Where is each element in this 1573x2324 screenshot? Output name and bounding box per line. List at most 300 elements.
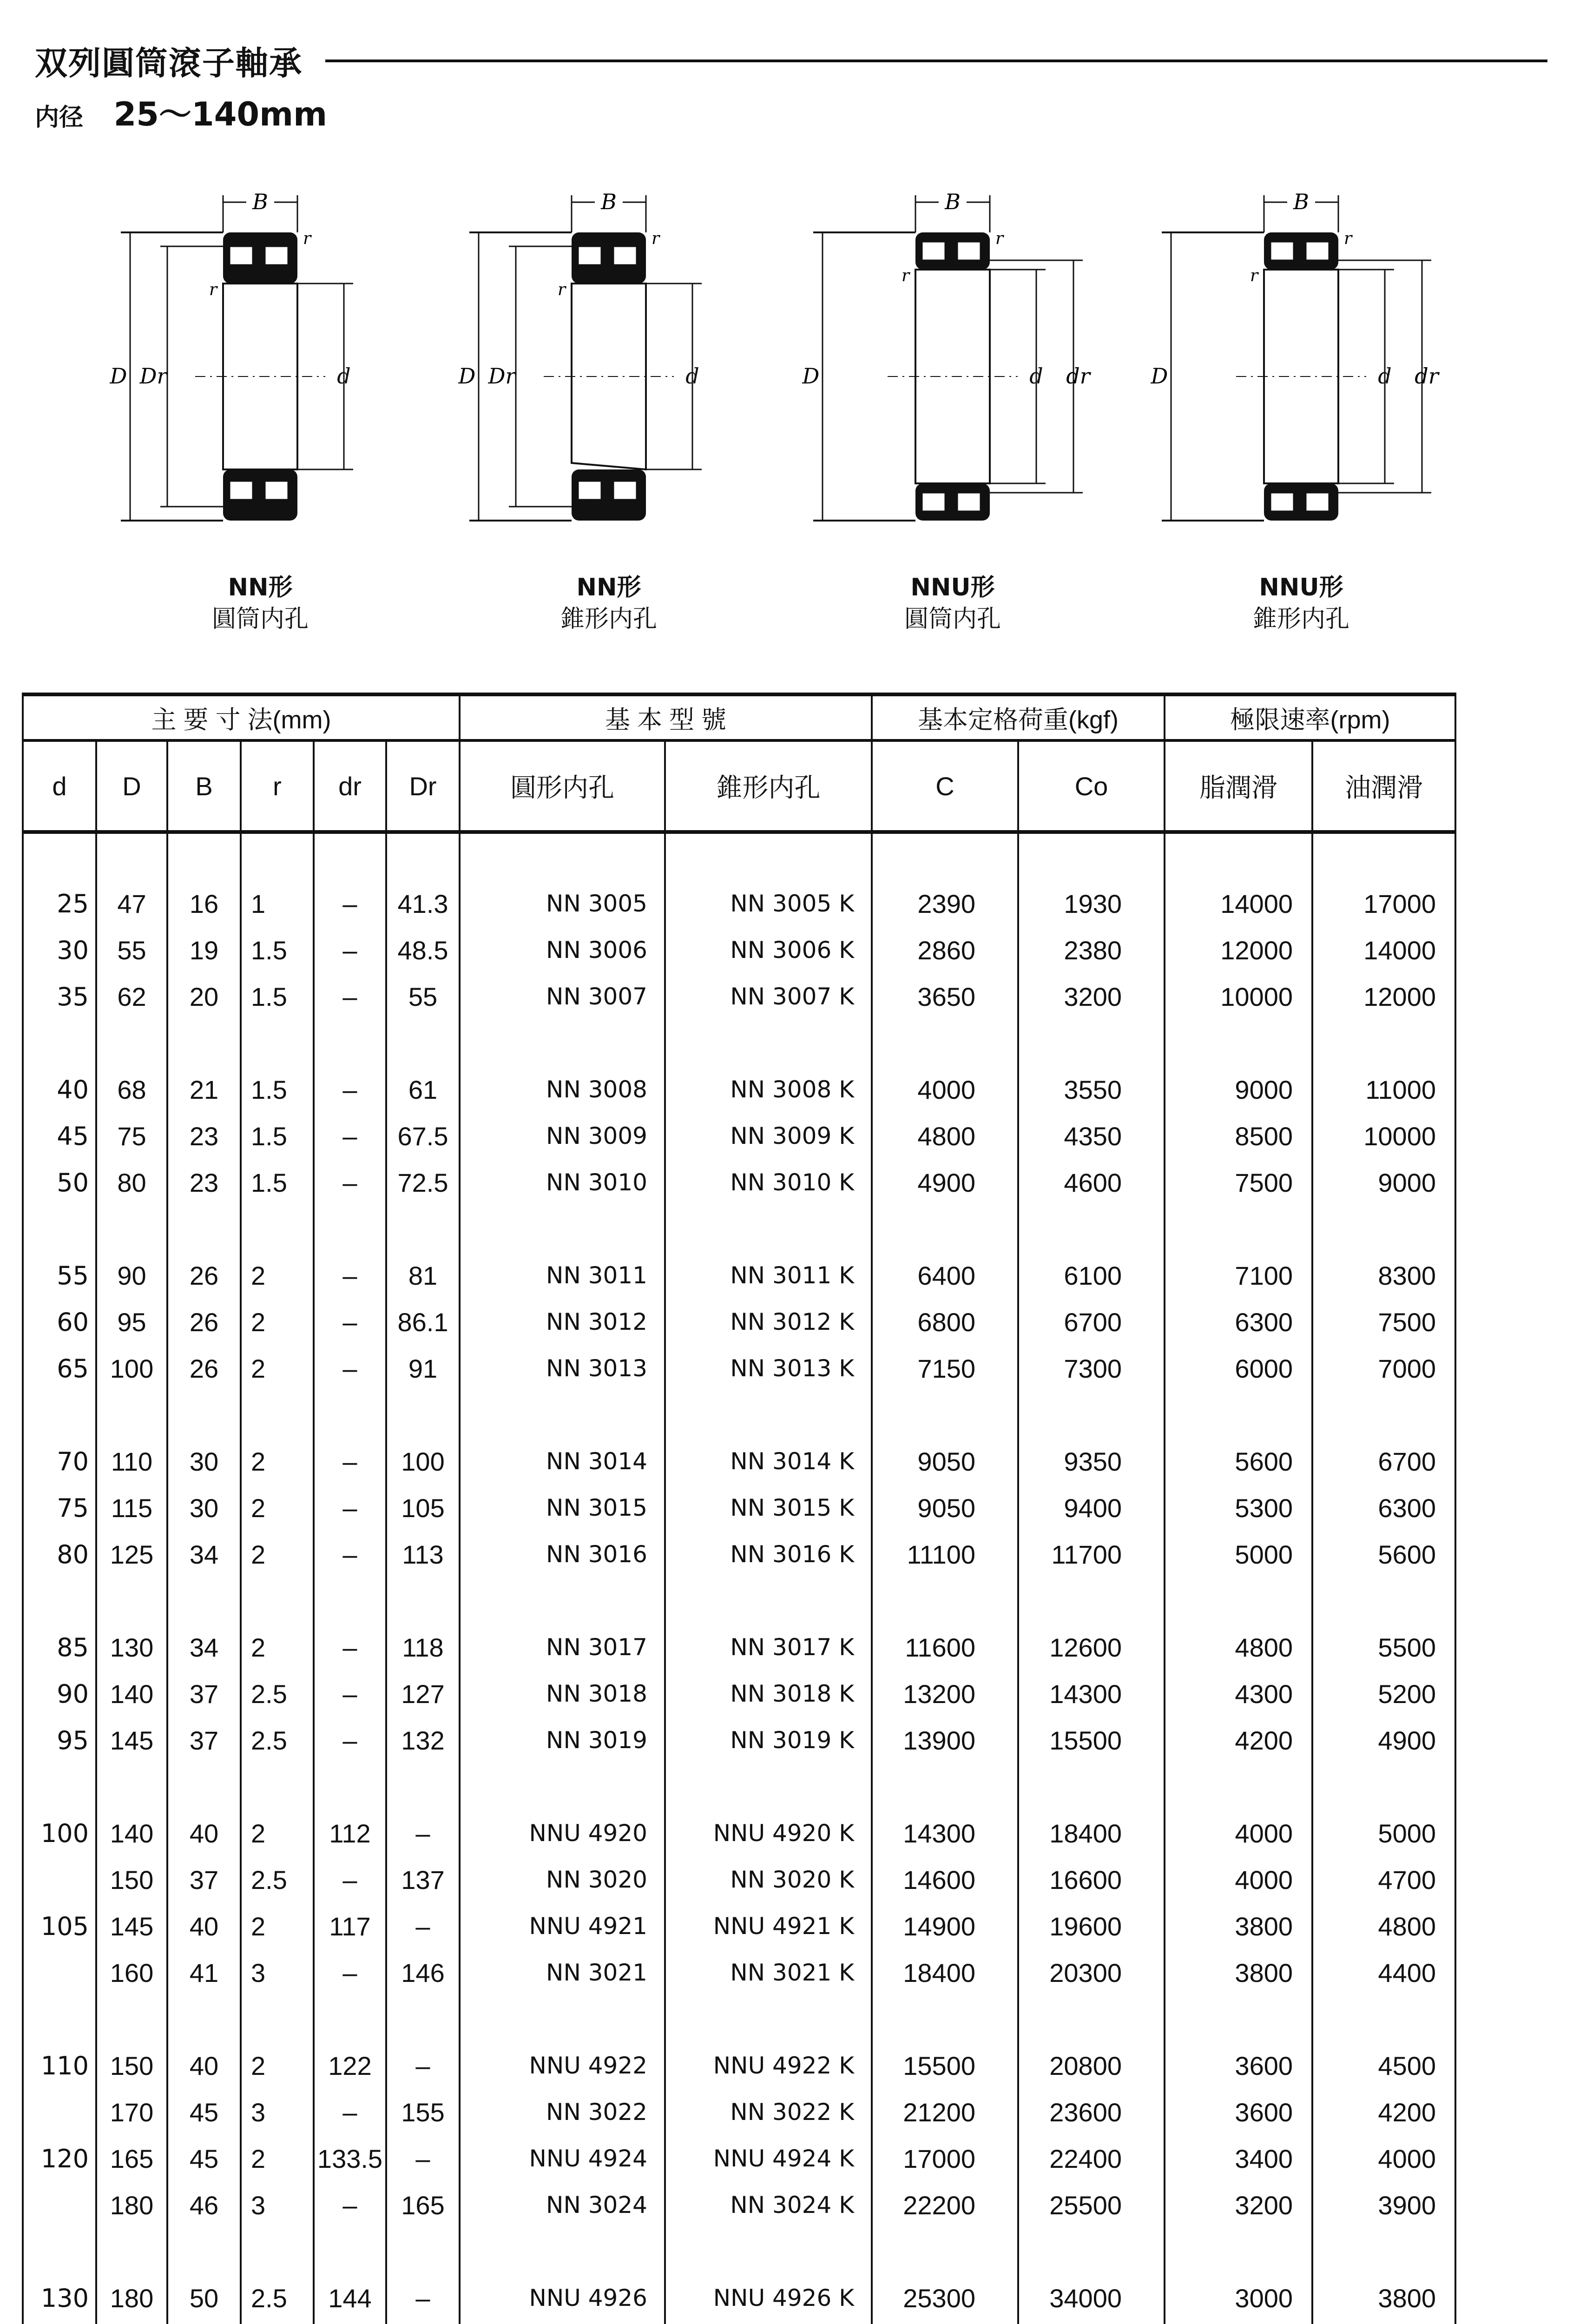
Dr-cell: 100	[386, 1438, 460, 1485]
speed-oil-cell: 10000	[1312, 1113, 1455, 1159]
radius-r-cell: 1.5	[241, 1066, 314, 1113]
column-header: 脂潤滑	[1165, 740, 1312, 832]
outer-D-cell: 62	[96, 973, 167, 1020]
speed-oil-cell: 3800	[1312, 2275, 1455, 2321]
model-tapered-bore-cell: NN 3019 K	[665, 1717, 872, 1763]
bore-d-cell: 100	[23, 1810, 96, 1856]
radius-r-cell: 2	[241, 2042, 314, 2089]
dr-cell: –	[314, 1113, 386, 1159]
static-load-Co-cell: 23600	[1018, 2089, 1165, 2135]
dynamic-load-C-cell: 9050	[872, 1485, 1018, 1531]
static-load-Co-cell: 20300	[1018, 1949, 1165, 1996]
radius-r-cell: 2.5	[241, 1670, 314, 1717]
bore-d-cell	[23, 2321, 96, 2324]
speed-oil-cell: 4700	[1312, 1856, 1455, 1903]
dr-cell: –	[314, 1299, 386, 1345]
dim-label-Dr: Dr	[488, 363, 516, 389]
dr-cell: 112	[314, 1810, 386, 1856]
model-tapered-bore-cell: NN 3014 K	[665, 1438, 872, 1485]
static-load-Co-cell: 14300	[1018, 1670, 1165, 1717]
width-B-cell: 40	[167, 1810, 241, 1856]
dim-label-B: B	[252, 189, 268, 214]
Dr-cell: –	[386, 2042, 460, 2089]
bearing-cross-section-icon	[98, 186, 423, 567]
dynamic-load-C-cell: 25300	[872, 2275, 1018, 2321]
radius-r-cell: 1	[241, 880, 314, 927]
speed-grease-cell: 5300	[1165, 1485, 1312, 1531]
dim-label-d: d	[685, 363, 699, 389]
bore-type-label: 錐形内孔	[1252, 605, 1349, 633]
speed-oil-cell: 7500	[1312, 1299, 1455, 1345]
Dr-cell: 155	[386, 2089, 460, 2135]
bore-d-cell: 105	[23, 1903, 96, 1949]
dr-cell: –	[314, 1949, 386, 1996]
group-spacer	[23, 1392, 1455, 1438]
radius-r-cell: 2	[241, 1299, 314, 1345]
radius-r-cell: 2.5	[241, 2275, 314, 2321]
header-designation: 基 本 型 號	[460, 694, 872, 740]
Dr-cell: 165	[386, 2182, 460, 2228]
table-row	[23, 1438, 1455, 1485]
bearing-cross-section-icon	[446, 186, 771, 567]
speed-oil-cell: 5000	[1312, 1810, 1455, 1856]
bore-d-cell: 90	[23, 1670, 96, 1717]
width-B-cell: 37	[167, 1670, 241, 1717]
Dr-cell: 132	[386, 1717, 460, 1763]
model-cylindrical-bore-cell: NN 3015	[460, 1485, 665, 1531]
dim-label-D: D	[110, 363, 127, 389]
outer-D-cell: 47	[96, 880, 167, 927]
width-B-cell: 40	[167, 1903, 241, 1949]
width-B-cell: 40	[167, 2042, 241, 2089]
model-cylindrical-bore-cell: NN 3006	[460, 927, 665, 973]
bearing-diagram-2	[446, 186, 771, 651]
static-load-Co-cell	[1018, 2321, 1165, 2324]
model-cylindrical-bore-cell: NN 3010	[460, 1159, 665, 1206]
dr-cell: –	[314, 973, 386, 1020]
dim-label-D: D	[802, 363, 820, 389]
column-header: 錐形内孔	[665, 740, 872, 832]
outer-D-cell: 130	[96, 1624, 167, 1670]
radius-r-cell: 2	[241, 1438, 314, 1485]
bore-d-cell: 95	[23, 1717, 96, 1763]
bore-d-cell: 75	[23, 1485, 96, 1531]
dr-cell: –	[314, 1856, 386, 1903]
bore-type-label: 錐形内孔	[560, 605, 657, 633]
outer-D-cell	[96, 2321, 167, 2324]
Dr-cell: –	[386, 2275, 460, 2321]
group-spacer	[23, 1206, 1455, 1252]
dim-label-D: D	[1151, 363, 1168, 389]
table-row	[23, 1159, 1455, 1206]
model-cylindrical-bore-cell: NN 3021	[460, 1949, 665, 1996]
width-B-cell: 45	[167, 2135, 241, 2182]
bore-d-cell: 110	[23, 2042, 96, 2089]
bore-d-cell	[23, 2089, 96, 2135]
Dr-cell: 118	[386, 1624, 460, 1670]
static-load-Co-cell: 3200	[1018, 973, 1165, 1020]
static-load-Co-cell: 9400	[1018, 1485, 1165, 1531]
speed-grease-cell: 14000	[1165, 880, 1312, 927]
model-cylindrical-bore-cell: NN 3017	[460, 1624, 665, 1670]
static-load-Co-cell: 22400	[1018, 2135, 1165, 2182]
speed-oil-cell: 4400	[1312, 1949, 1455, 1996]
speed-grease-cell: 5600	[1165, 1438, 1312, 1485]
model-tapered-bore-cell: NN 3013 K	[665, 1345, 872, 1392]
dim-label-dr: dr	[1066, 363, 1090, 389]
static-load-Co-cell: 25500	[1018, 2182, 1165, 2228]
table-row	[23, 2089, 1455, 2135]
dynamic-load-C-cell: 14900	[872, 1903, 1018, 1949]
header-speed-limit: 極限速率(rpm)	[1165, 694, 1455, 740]
dynamic-load-C-cell: 6400	[872, 1252, 1018, 1299]
model-cylindrical-bore-cell: NN 3009	[460, 1113, 665, 1159]
dim-label-Dr: Dr	[139, 363, 167, 389]
bearing-cross-section-icon	[1139, 186, 1464, 567]
diagram-caption	[98, 572, 423, 635]
dim-label-r: r	[995, 229, 1004, 248]
radius-r-cell	[241, 2321, 314, 2324]
bore-d-cell	[23, 1856, 96, 1903]
Dr-cell: 113	[386, 1531, 460, 1578]
static-load-Co-cell: 11700	[1018, 1531, 1165, 1578]
radius-r-cell: 1.5	[241, 1159, 314, 1206]
dr-cell: –	[314, 1066, 386, 1113]
model-cylindrical-bore-cell: NNU 4926	[460, 2275, 665, 2321]
width-B-cell: 21	[167, 1066, 241, 1113]
speed-grease-cell: 6000	[1165, 1345, 1312, 1392]
radius-r-cell: 2	[241, 1345, 314, 1392]
dynamic-load-C-cell: 11600	[872, 1624, 1018, 1670]
table-row	[23, 1624, 1455, 1670]
speed-oil-cell: 12000	[1312, 973, 1455, 1020]
radius-r-cell: 2	[241, 1485, 314, 1531]
bearing-type-label: NNU形	[910, 574, 995, 601]
dr-cell	[314, 2321, 386, 2324]
bearing-type-label: NNU形	[1259, 574, 1343, 601]
outer-D-cell: 160	[96, 1949, 167, 1996]
speed-oil-cell: 7000	[1312, 1345, 1455, 1392]
table-row	[23, 1810, 1455, 1856]
dr-cell: 144	[314, 2275, 386, 2321]
table-row	[23, 1485, 1455, 1531]
dynamic-load-C-cell: 15500	[872, 2042, 1018, 2089]
outer-D-cell: 115	[96, 1485, 167, 1531]
radius-r-cell: 2	[241, 2135, 314, 2182]
speed-grease-cell: 4000	[1165, 1856, 1312, 1903]
Dr-cell: –	[386, 2135, 460, 2182]
column-header: C	[872, 740, 1018, 832]
diagram-caption	[446, 572, 771, 635]
speed-grease-cell: 7500	[1165, 1159, 1312, 1206]
speed-grease-cell: 6300	[1165, 1299, 1312, 1345]
width-B-cell: 45	[167, 2089, 241, 2135]
radius-r-cell: 3	[241, 1949, 314, 1996]
dim-label-r: r	[558, 280, 566, 299]
static-load-Co-cell: 34000	[1018, 2275, 1165, 2321]
static-load-Co-cell: 4600	[1018, 1159, 1165, 1206]
Dr-cell: 48.5	[386, 927, 460, 973]
speed-grease-cell: 4800	[1165, 1624, 1312, 1670]
width-B-cell	[167, 2321, 241, 2324]
Dr-cell: 86.1	[386, 1299, 460, 1345]
model-cylindrical-bore-cell: NN 3022	[460, 2089, 665, 2135]
bore-d-cell: 70	[23, 1438, 96, 1485]
static-load-Co-cell: 15500	[1018, 1717, 1165, 1763]
outer-D-cell: 110	[96, 1438, 167, 1485]
dynamic-load-C-cell: 9050	[872, 1438, 1018, 1485]
column-header: dr	[314, 740, 386, 832]
radius-r-cell: 2	[241, 1252, 314, 1299]
speed-oil-cell: 4000	[1312, 2135, 1455, 2182]
model-tapered-bore-cell: NNU 4921 K	[665, 1903, 872, 1949]
table-row	[23, 2275, 1455, 2321]
outer-D-cell: 170	[96, 2089, 167, 2135]
static-load-Co-cell: 6700	[1018, 1299, 1165, 1345]
dim-label-d: d	[1029, 363, 1043, 389]
outer-D-cell: 145	[96, 1903, 167, 1949]
width-B-cell: 26	[167, 1345, 241, 1392]
table-row	[23, 1949, 1455, 1996]
static-load-Co-cell: 20800	[1018, 2042, 1165, 2089]
width-B-cell: 23	[167, 1113, 241, 1159]
column-header: D	[96, 740, 167, 832]
dr-cell: –	[314, 1485, 386, 1531]
outer-D-cell: 180	[96, 2182, 167, 2228]
dim-label-r: r	[303, 229, 311, 248]
model-tapered-bore-cell: NN 3015 K	[665, 1485, 872, 1531]
model-cylindrical-bore-cell: NN 3018	[460, 1670, 665, 1717]
dim-label-B: B	[945, 189, 961, 214]
table-row	[23, 880, 1455, 927]
dynamic-load-C-cell: 7150	[872, 1345, 1018, 1392]
bearing-spec-table	[22, 693, 1456, 2324]
model-cylindrical-bore-cell: NN 3024	[460, 2182, 665, 2228]
speed-oil-cell: 4900	[1312, 1717, 1455, 1763]
model-cylindrical-bore-cell: NN 3020	[460, 1856, 665, 1903]
bearing-diagram-4	[1139, 186, 1464, 651]
table-row	[23, 1345, 1455, 1392]
dim-label-d: d	[1378, 363, 1392, 389]
table-row	[23, 1531, 1455, 1578]
speed-grease-cell: 10000	[1165, 973, 1312, 1020]
model-tapered-bore-cell: NN 3012 K	[665, 1299, 872, 1345]
bore-d-cell: 25	[23, 880, 96, 927]
speed-grease-cell: 4000	[1165, 1810, 1312, 1856]
dim-label-r: r	[1344, 229, 1352, 248]
header-dimensions: 主 要 寸 法(mm)	[23, 694, 460, 740]
static-load-Co-cell: 1930	[1018, 880, 1165, 927]
model-tapered-bore-cell: NN 3011 K	[665, 1252, 872, 1299]
subtitle	[35, 88, 327, 135]
speed-oil-cell: 5500	[1312, 1624, 1455, 1670]
table-row	[23, 927, 1455, 973]
outer-D-cell: 180	[96, 2275, 167, 2321]
dynamic-load-C-cell: 4800	[872, 1113, 1018, 1159]
table-row	[23, 1299, 1455, 1345]
width-B-cell: 30	[167, 1438, 241, 1485]
header-load-rating: 基本定格荷重(kgf)	[872, 694, 1165, 740]
table-row	[23, 2135, 1455, 2182]
outer-D-cell: 90	[96, 1252, 167, 1299]
model-tapered-bore-cell	[665, 2321, 872, 2324]
model-cylindrical-bore-cell: NN 3019	[460, 1717, 665, 1763]
outer-D-cell: 145	[96, 1717, 167, 1763]
width-B-cell: 23	[167, 1159, 241, 1206]
bore-d-cell: 40	[23, 1066, 96, 1113]
model-cylindrical-bore-cell: NN 3005	[460, 880, 665, 927]
speed-grease-cell: 3000	[1165, 2275, 1312, 2321]
speed-oil-cell: 8300	[1312, 1252, 1455, 1299]
speed-grease-cell: 3600	[1165, 2089, 1312, 2135]
speed-grease-cell: 12000	[1165, 927, 1312, 973]
width-B-cell: 19	[167, 927, 241, 973]
bore-d-cell: 55	[23, 1252, 96, 1299]
dynamic-load-C-cell: 3650	[872, 973, 1018, 1020]
table-row	[23, 1113, 1455, 1159]
Dr-cell: 81	[386, 1252, 460, 1299]
static-load-Co-cell: 16600	[1018, 1856, 1165, 1903]
bearing-diagram-1	[98, 186, 423, 651]
radius-r-cell: 3	[241, 2182, 314, 2228]
column-header: d	[23, 740, 96, 832]
speed-oil-cell: 11000	[1312, 1066, 1455, 1113]
subtitle-range: 25～140mm	[113, 95, 328, 133]
dynamic-load-C-cell: 13200	[872, 1670, 1018, 1717]
dim-label-r: r	[652, 229, 660, 248]
bearing-cross-section-icon	[790, 186, 1115, 567]
column-header: 油潤滑	[1312, 740, 1455, 832]
bore-d-cell: 65	[23, 1345, 96, 1392]
width-B-cell: 50	[167, 2275, 241, 2321]
outer-D-cell: 55	[96, 927, 167, 973]
model-cylindrical-bore-cell: NNU 4921	[460, 1903, 665, 1949]
dynamic-load-C-cell: 17000	[872, 2135, 1018, 2182]
speed-oil-cell: 9000	[1312, 1159, 1455, 1206]
width-B-cell: 34	[167, 1624, 241, 1670]
speed-oil-cell: 14000	[1312, 927, 1455, 973]
dynamic-load-C-cell: 6800	[872, 1299, 1018, 1345]
static-load-Co-cell: 4350	[1018, 1113, 1165, 1159]
speed-oil-cell: 4800	[1312, 1903, 1455, 1949]
width-B-cell: 26	[167, 1252, 241, 1299]
speed-grease-cell: 3600	[1165, 2042, 1312, 2089]
speed-oil-cell: 5200	[1312, 1670, 1455, 1717]
width-B-cell: 30	[167, 1485, 241, 1531]
static-load-Co-cell: 18400	[1018, 1810, 1165, 1856]
Dr-cell: –	[386, 1810, 460, 1856]
model-cylindrical-bore-cell	[460, 2321, 665, 2324]
column-header: Co	[1018, 740, 1165, 832]
speed-oil-cell: 6300	[1312, 1485, 1455, 1531]
dr-cell: 117	[314, 1903, 386, 1949]
dr-cell: –	[314, 1670, 386, 1717]
dynamic-load-C-cell: 4900	[872, 1159, 1018, 1206]
model-tapered-bore-cell: NNU 4920 K	[665, 1810, 872, 1856]
dim-label-d: d	[337, 363, 351, 389]
model-tapered-bore-cell: NN 3020 K	[665, 1856, 872, 1903]
model-tapered-bore-cell: NN 3007 K	[665, 973, 872, 1020]
model-tapered-bore-cell: NN 3022 K	[665, 2089, 872, 2135]
dr-cell: 133.5	[314, 2135, 386, 2182]
static-load-Co-cell: 7300	[1018, 1345, 1165, 1392]
dim-label-r: r	[902, 266, 910, 285]
bore-d-cell: 35	[23, 973, 96, 1020]
Dr-cell: 146	[386, 1949, 460, 1996]
static-load-Co-cell: 9350	[1018, 1438, 1165, 1485]
dynamic-load-C-cell: 4000	[872, 1066, 1018, 1113]
dr-cell: –	[314, 880, 386, 927]
speed-oil-cell: 4500	[1312, 2042, 1455, 2089]
table-row	[23, 1670, 1455, 1717]
dynamic-load-C-cell: 14300	[872, 1810, 1018, 1856]
dr-cell: –	[314, 1159, 386, 1206]
model-tapered-bore-cell: NN 3005 K	[665, 880, 872, 927]
model-cylindrical-bore-cell: NNU 4924	[460, 2135, 665, 2182]
Dr-cell: 72.5	[386, 1159, 460, 1206]
dr-cell: –	[314, 1624, 386, 1670]
speed-grease-cell: 9000	[1165, 1066, 1312, 1113]
dr-cell: –	[314, 1252, 386, 1299]
dynamic-load-C-cell: 22200	[872, 2182, 1018, 2228]
dr-cell: –	[314, 927, 386, 973]
bearing-type-label: NN形	[228, 574, 293, 601]
bore-d-cell: 30	[23, 927, 96, 973]
outer-D-cell: 68	[96, 1066, 167, 1113]
dr-cell: –	[314, 1345, 386, 1392]
speed-oil-cell: 6700	[1312, 1438, 1455, 1485]
page-title: 双列圓筒滾子軸承	[35, 44, 303, 82]
outer-D-cell: 125	[96, 1531, 167, 1578]
bore-d-cell: 60	[23, 1299, 96, 1345]
radius-r-cell: 2.5	[241, 1717, 314, 1763]
dr-cell: –	[314, 1717, 386, 1763]
speed-grease-cell	[1165, 2321, 1312, 2324]
Dr-cell: 67.5	[386, 1113, 460, 1159]
Dr-cell: 41.3	[386, 880, 460, 927]
Dr-cell: –	[386, 1903, 460, 1949]
bearing-diagram-3	[790, 186, 1115, 651]
table-row	[23, 1856, 1455, 1903]
bore-d-cell: 80	[23, 1531, 96, 1578]
outer-D-cell: 140	[96, 1670, 167, 1717]
dr-cell: –	[314, 2182, 386, 2228]
model-cylindrical-bore-cell: NN 3012	[460, 1299, 665, 1345]
width-B-cell: 34	[167, 1531, 241, 1578]
table-row	[23, 2042, 1455, 2089]
table-row	[23, 2321, 1455, 2324]
speed-grease-cell: 3800	[1165, 1903, 1312, 1949]
diagram-caption	[790, 572, 1115, 635]
speed-oil-cell: 3900	[1312, 2182, 1455, 2228]
model-tapered-bore-cell: NNU 4922 K	[665, 2042, 872, 2089]
outer-D-cell: 95	[96, 1299, 167, 1345]
radius-r-cell: 2	[241, 1810, 314, 1856]
speed-grease-cell: 3800	[1165, 1949, 1312, 1996]
table-row	[23, 1066, 1455, 1113]
dr-cell: –	[314, 1438, 386, 1485]
speed-oil-cell: 5600	[1312, 1531, 1455, 1578]
speed-oil-cell: 4200	[1312, 2089, 1455, 2135]
bore-d-cell: 50	[23, 1159, 96, 1206]
dr-cell: –	[314, 2089, 386, 2135]
group-spacer	[23, 832, 1455, 880]
bore-d-cell	[23, 1949, 96, 1996]
group-spacer	[23, 1578, 1455, 1624]
speed-grease-cell: 4300	[1165, 1670, 1312, 1717]
static-load-Co-cell: 12600	[1018, 1624, 1165, 1670]
table-row	[23, 1717, 1455, 1763]
